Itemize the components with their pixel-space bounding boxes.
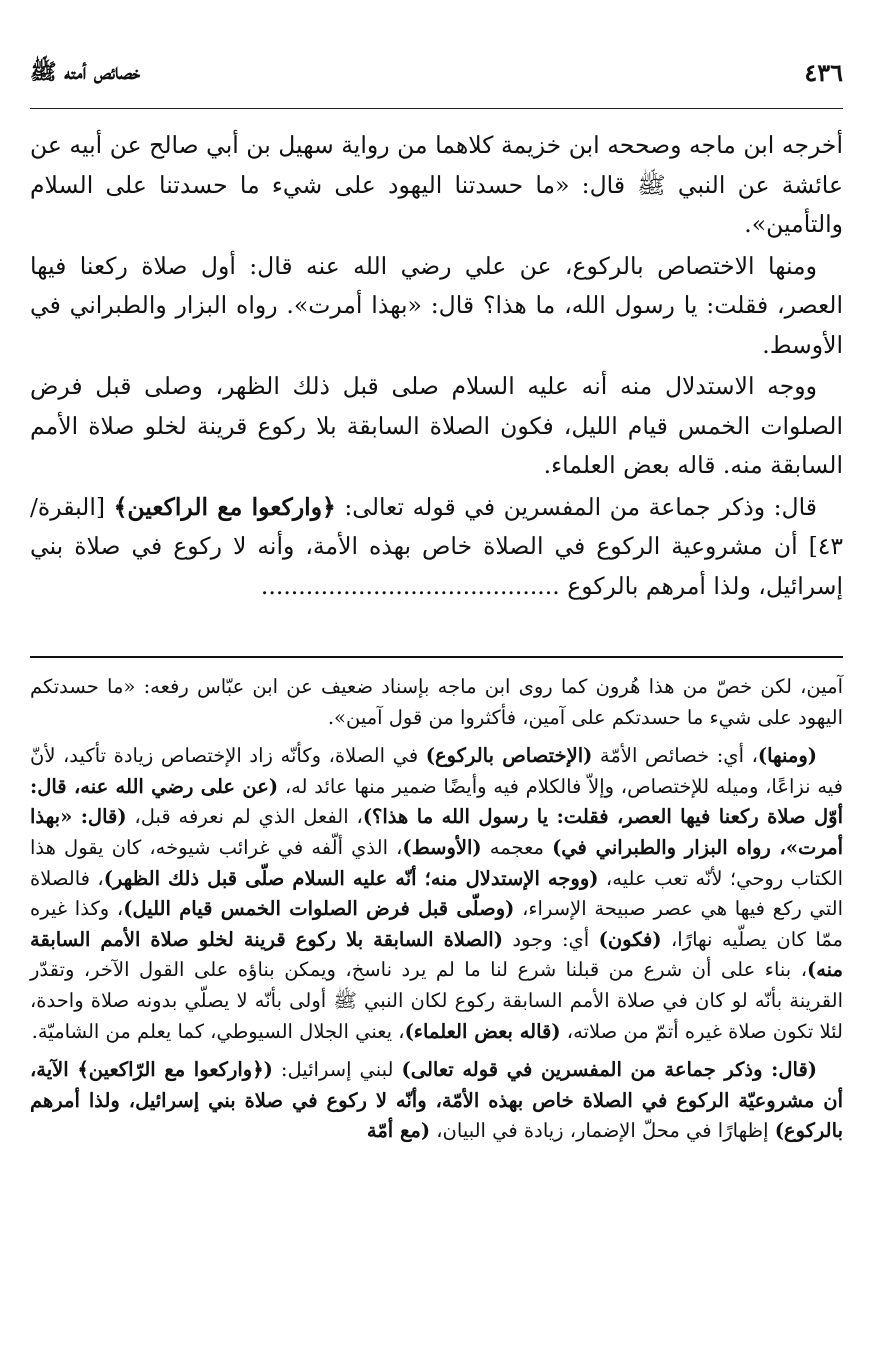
footnote-rule xyxy=(30,656,843,658)
quran-verse: ﴿واركعوا مع الراكعين﴾ xyxy=(113,492,336,521)
n2-seg-9: (الأوسط) xyxy=(402,835,482,859)
n3-seg-4: إظهارًا في محلّ الإضمار، زيادة في البيان، xyxy=(430,1119,775,1143)
n2-seg-7: (قال: «بهذا أمرت»، رواه البزار والطبراني في) xyxy=(30,805,843,859)
main-paragraph-2: ومنها الاختصاص بالركوع، عن علي رضي الله عنه قال: أول صلاة ركعنا فيها العصر، فقلت: يا رسول الله، ما هذا؟ قال: «بهذا أمرت». رواه البزار والطبراني في الأوسط. xyxy=(30,251,843,359)
main-paragraph-1: أخرجه ابن ماجه وصححه ابن خزيمة كلاهما من رواية سهيل بن أبي صالح عن أبيه عن عائشة عن النبي ﷺ قال: «ما حسدتنا اليهود على شيء ما حسدتنا على السلام والتأمين». xyxy=(30,131,843,238)
n2-seg-14: ، وكذا غيره ممّا كان يصلّيه نهارًا، xyxy=(30,897,843,951)
n2-seg-13: (وصلّى قبل فرض الصلوات الخمس قيام الليل) xyxy=(123,897,515,921)
n2-seg-16: أي: وجود xyxy=(502,927,599,951)
n3-seg-1: (قال: وذكر جماعة من المفسرين في قوله تعالى) xyxy=(401,1058,817,1082)
n2-seg-12: ، فالصلاة التي ركع فيها هي عصر صبيحة الإسراء، xyxy=(30,866,844,921)
page-number: ٤٣٦ xyxy=(804,58,843,87)
n2-seg-3: (الإختصاص بالركوع) xyxy=(425,744,593,768)
n2-seg-5: (عن على رضي الله عنه، قال: أوّل صلاة ركعنا فيها العصر، فقلت: يا رسول الله ما هذا؟) xyxy=(30,774,843,829)
n2-seg-17: (الصلاة السابقة بلا ركوع قرينة لخلو صلاة الأمم السابقة منه) xyxy=(30,927,843,982)
commentary-text xyxy=(30,672,843,1155)
n2-seg-4: في الصلاة، وكأنّه زاد الإختصاص زيادة تأكيد، لأنّ فيه نزاعًا، وميله للإختصاص، وإلاّ فالكلام فيه وأيضًا ضمير منها عائد له، xyxy=(30,744,844,798)
main-text xyxy=(30,126,843,608)
main-paragraph-3: ووجه الاستدلال منه أنه عليه السلام صلى قبل ذلك الظهر، وصلى قبل فرض الصلوات الخمس قيام الليل، فكون الصلاة السابقة بلا ركوع قرينة لخلو صلاة الأمم السابقة منه. قاله بعض العلماء. xyxy=(30,372,843,479)
n2-seg-11: (ووجه الإستدلال منه؛ أنّه عليه السلام صلّى قبل ذلك الظهر) xyxy=(103,866,599,890)
running-title: خصائص أمته ﷺ xyxy=(30,59,141,85)
n2-seg-18: ، بناء على أن شرع من قبلنا شرع لنا ما لم يرد ناسخ، ويمكن بناؤه على القول الآخر، وتقدّر القرينة بأنّه لو كان في صلاة الأمم السابقة ركوع لكان النبي ﷺ أولى بأنّه لا يصلّي بدونه صلاة واحدة، لئلا تكون صلاة غيره أتمّ من صلاته، xyxy=(30,958,843,1043)
n2-seg-6: ، الفعل الذي لم نعرفه قبل، xyxy=(126,805,363,829)
note-paragraph-2 xyxy=(30,741,843,1047)
n3-seg-2: لبني إسرائيل: xyxy=(272,1058,402,1082)
page-header xyxy=(30,58,843,94)
continuation-dots: ........................................ xyxy=(260,571,568,600)
n2-seg-10: ، الذي ألّفه في غرائب شيوخه، كان يقول هذا الكتاب روحي؛ لأنّه تعب عليه، xyxy=(30,835,843,890)
header-rule xyxy=(30,108,843,109)
note-paragraph-3 xyxy=(30,1055,843,1147)
n3-seg-5: (مع أمّة xyxy=(366,1119,431,1143)
p4-text-a: قال: وذكر جماعة من المفسرين في قوله تعالى: xyxy=(335,492,817,521)
n2-seg-19: (قاله بعض العلماء) xyxy=(404,1019,561,1043)
note-paragraph-1: آمين، لكن خصّ من هذا هُرون كما روى ابن ماجه بإسناد ضعيف عن ابن عبّاس رفعه: «ما حسدتكم اليهود على شيء ما حسدتكم على آمين، فأكثروا من قول آمين». xyxy=(30,675,843,729)
main-paragraph-4 xyxy=(30,488,843,607)
n2-seg-2: ، أي: خصائص الأمّة xyxy=(592,744,758,768)
n2-seg-20: ، يعني الجلال السيوطي، كما يعلم من الشاميّة. xyxy=(31,1019,405,1043)
n2-seg-1: (ومنها) xyxy=(757,744,817,768)
p4-text-b: [البقرة/٤٣] أن مشروعية الركوع في الصلاة خاص بهذه الأمة، وأنه لا ركوع في صلاة بني إسرائيل، ولذا أمرهم بالركوع xyxy=(30,492,843,600)
n3-seg-3: (﴿واركعوا مع الرّاكعين﴾ الآية، أن مشروعيّة الركوع في الصلاة خاص بهذه الأمّة، وأنّه لا ركوع في صلاة بني إسرائيل، ولذا أمرهم بالركوع) xyxy=(30,1058,843,1143)
n2-seg-8: معجمه xyxy=(481,835,553,859)
n2-seg-15: (فكون) xyxy=(598,927,662,951)
